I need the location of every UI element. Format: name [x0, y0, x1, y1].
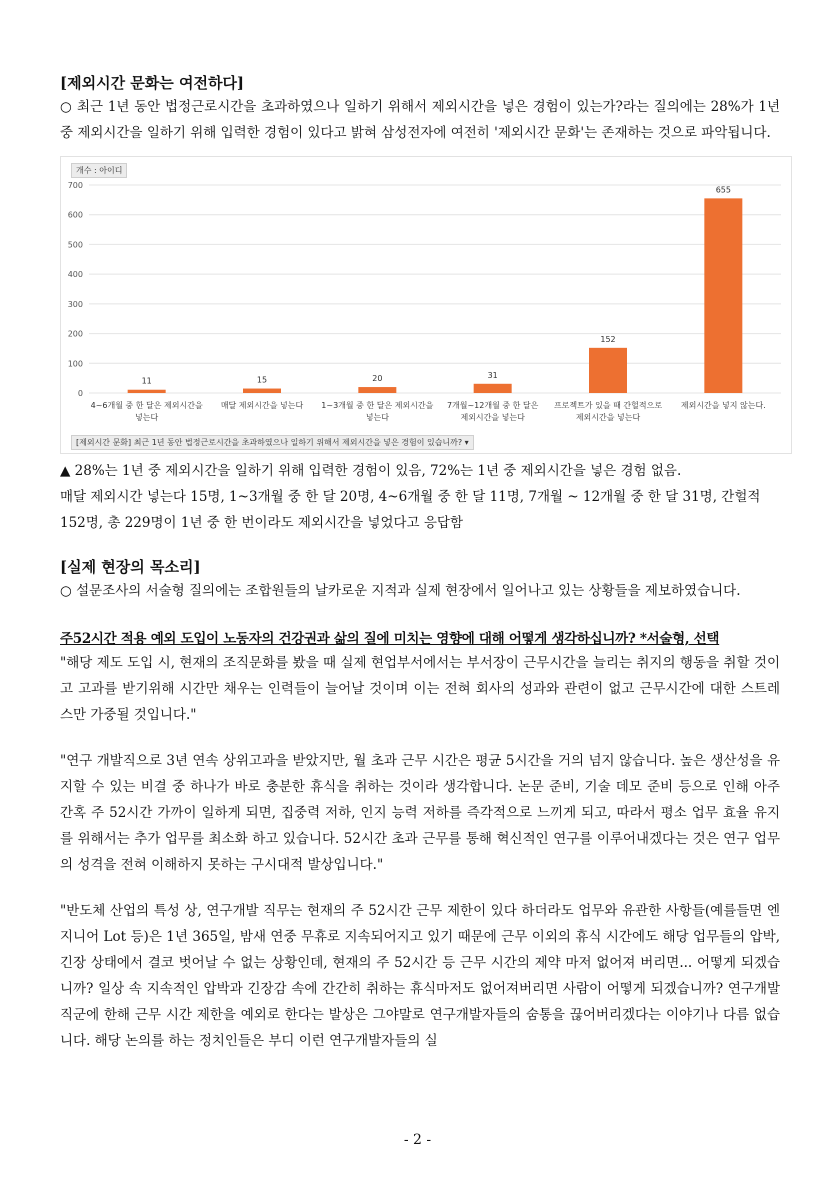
x-category-label: 넣는다	[365, 413, 389, 422]
respondent-quote-3: "반도체 산업의 특성 상, 연구개발 직무는 현재의 주 52시간 근무 제한이 있다 하더라도 업무와 유관한 사항들(예를들면 엔지니어 Lot 등)은 1년 365일, 밤새 연중 무휴로 지속되어지고 있기 때문에 근무 이외의 휴식 시간에도 해당 업무들의 압박, 긴장 상태에서 결코 벗어날 수 없는 상황인데, 현재의 주 52시간 등 근무 시간의 제약 마저 없어져 버리면... 어떻게 되겠습니까? 일상 속 지속적인 압박과 긴장감 속에 간간히 취하는 휴식마저도 없어져버리면 사람이 어떻게 되겠습니까? 연구개발직군에 한해 근무 시간 제한을 예외로 한다는 발상은 그야말로 연구개발자들의 숨통을 끊어버리겠다는 이야기나 다름 없습니다. 해당 논의를 하는 정치인들은 부디 이런 연구개발자들의 실	[60, 903, 780, 1049]
bar-value-label: 11	[141, 376, 152, 386]
y-tick-label: 600	[67, 210, 83, 220]
bar-value-label: 15	[256, 375, 268, 385]
page-number: - 2 -	[403, 1132, 432, 1148]
section-heading-exclusion-culture: [제외시간 문화는 여전하다]	[60, 74, 245, 92]
x-category-label: 넣는다	[135, 413, 159, 422]
x-category-label: 4~6개월 중 한 달은 제외시간을	[90, 401, 203, 410]
chart-caption	[60, 458, 780, 536]
x-category-label: 프로젝트가 있을 때 간헐적으로	[553, 401, 663, 410]
x-category-label: 제외시간을 넣는다	[460, 413, 525, 422]
chart-filter-button[interactable]: [제외시간 문화] 최근 1년 동안 법정근로시간을 초과하였으나 일하기 위해서 제외시간을 넣은 경험이 있습니까? ▾	[71, 435, 474, 450]
bar	[704, 198, 742, 393]
y-tick-label: 0	[77, 389, 83, 398]
chart-count-tag: 개수 : 아이디	[71, 163, 127, 178]
bar	[589, 348, 627, 393]
x-category-label: 7개월~12개월 중 한 달은	[446, 401, 539, 410]
bar	[243, 389, 281, 393]
bar	[358, 387, 396, 393]
y-tick-label: 400	[67, 270, 83, 280]
y-tick-label: 500	[67, 240, 83, 250]
bar-value-label: 152	[600, 334, 616, 344]
x-category-label: 매달 제외시간을 넣는다	[220, 401, 304, 410]
x-category-label: 1~3개월 중 한 달은 제외시간을	[321, 401, 434, 410]
bar-value-label: 31	[487, 370, 498, 380]
bar	[474, 384, 512, 393]
caption-line-2: 매달 제외시간 넣는다 15명, 1~3개월 중 한 달 20명, 4~6개월 중 한 달 11명, 7개월 ~ 12개월 중 한 달 31명, 간헐적 152명, 총 229명이 1년 중 한 번이라도 제외시간을 넣었다고 응답함	[60, 489, 761, 531]
section-paragraph-field-voices: ○ 설문조사의 서술형 질의에는 조합원들의 날카로운 지적과 실제 현장에서 일어나고 있는 상황들을 제보하였습니다.	[60, 583, 741, 599]
y-tick-label: 700	[67, 181, 83, 190]
bar-chart-svg	[61, 157, 791, 453]
section-field-voices	[60, 556, 780, 604]
x-category-label: 제외시간을 넣는다	[575, 413, 641, 422]
section-paragraph-exclusion-culture: ○ 최근 1년 동안 법정근로시간을 초과하였으나 일하기 위해서 제외시간을 넣은 경험이 있는가?라는 질의에는 28%가 1년 중 제외시간을 일하기 위해 입력한 경험이 있다고 밝혀 삼성전자에 여전히 '제외시간 문화'는 존재하는 것으로 파악됩니다.	[60, 99, 780, 141]
bar	[128, 390, 166, 393]
x-category-label: 제외시간을 넣지 않는다.	[680, 401, 766, 410]
y-tick-label: 100	[67, 359, 83, 369]
y-tick-label: 300	[67, 299, 83, 309]
respondent-quote-2: "연구 개발직으로 3년 연속 상위고과을 받았지만, 월 초과 근무 시간은 평균 5시간을 거의 넘지 않습니다. 높은 생산성을 유지할 수 있는 비결 중 하나가 바로 충분한 휴식을 취하는 것이라 생각합니다. 논문 준비, 기술 데모 준비 등으로 인해 아주 간혹 주 52시간 가까이 일하게 되면, 집중력 저하, 인지 능력 저하를 즉각적으로 느끼게 되고, 따라서 평소 업무 효율 유지를 위해서는 추가 업무를 최소화 하고 있습니다. 52시간 초과 근무를 통해 혁신적인 연구를 이루어내겠다는 것은 연구 업무의 성격을 전혀 이해하지 못하는 구시대적 발상입니다."	[60, 753, 780, 873]
document-page	[60, 72, 780, 1054]
section-heading-field-voices: [실제 현장의 목소리]	[60, 558, 201, 576]
bar-value-label: 655	[715, 185, 731, 195]
y-tick-label: 200	[67, 329, 83, 339]
bar-chart	[60, 156, 792, 454]
respondent-quote-1: "해당 제도 도입 시, 현재의 조직문화를 봤을 때 실제 현업부서에서는 부서장이 근무시간을 늘리는 취지의 행동을 취할 것이고 고과를 받기위해 시간만 채우는 인력들이 늘어날 것이며 이는 전혀 회사의 성과와 관련이 없고 근무시간에 대한 스트레스만 가중될 것입니다."	[60, 655, 780, 723]
survey-question: 주52시간 적용 예외 도입이 노동자의 건강권과 삶의 질에 미치는 영향에 대해 어떻게 생각하십니까? *서술형, 선택	[60, 631, 720, 647]
bar-value-label: 20	[372, 374, 383, 384]
caption-line-1: ▲ 28%는 1년 중 제외시간을 일하기 위해 입력한 경험이 있음, 72%는 1년 중 제외시간을 넣은 경험 없음.	[60, 463, 682, 479]
